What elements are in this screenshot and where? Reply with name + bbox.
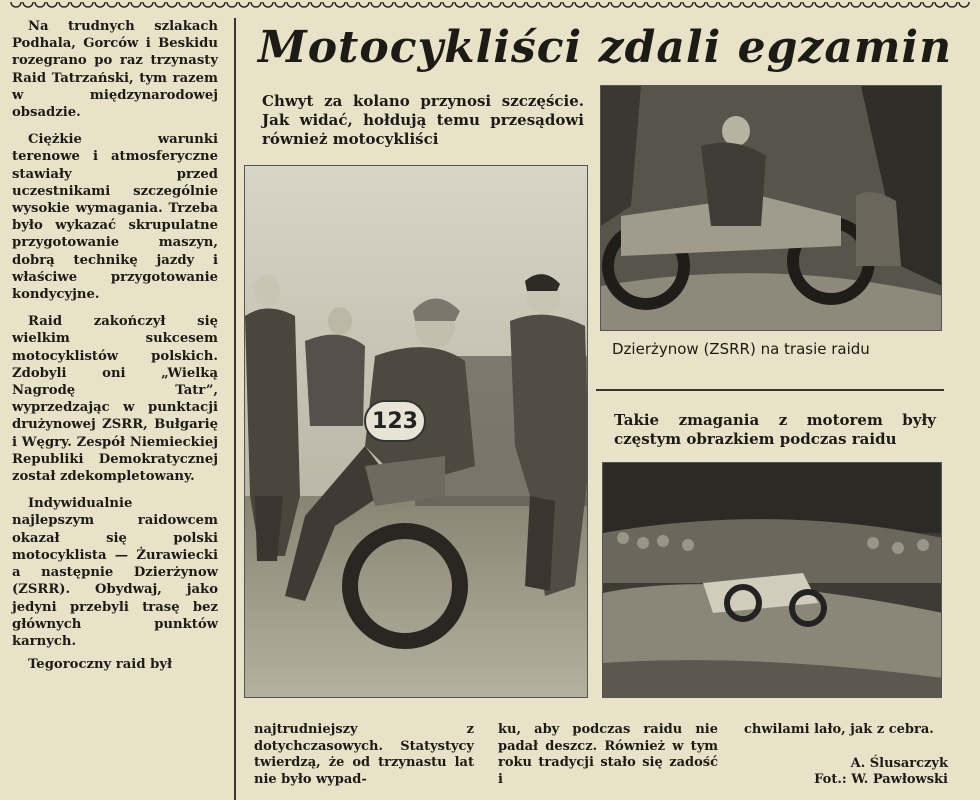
- photographer-credit: Fot.: W. Pawłowski: [814, 772, 948, 787]
- top-right-photo-image: [601, 86, 942, 331]
- author-credit: A. Ślusarczyk: [850, 756, 948, 771]
- column-divider: [234, 18, 236, 800]
- main-photo-image: [245, 166, 588, 698]
- bottom-right-photo-image: [603, 463, 942, 698]
- article-paragraph: Na trudnych szlakach Podhala, Gorców i Beskidu rozegrano po raz trzynasty Raid Tatrzański, tym razem w międzynarodowej obsadzie.: [12, 19, 218, 121]
- credits: [744, 756, 948, 788]
- article-paragraph: Indywidualnie najlepszym raidowcem okazał się polski motocyklista — Żurawiecki a następnie Dzierżynow (ZSRR). Obydwaj, jako jedyni przebyli trasę bez głównych punktów karnych.: [12, 496, 218, 649]
- top-right-photo-caption: Dzierżynow (ZSRR) na trasie raidu: [612, 340, 870, 358]
- article-left-column: [12, 18, 218, 683]
- bottom-column-1: najtrudniejszy z dotychczasowych. Statystycy twierdzą, że od trzynastu lat nie było wypad-: [254, 722, 474, 787]
- section-divider: [596, 389, 944, 391]
- decorative-wave-border: [10, 2, 970, 12]
- article-paragraph: Raid zakończył się wielkim sukcesem motocyklistów polskich. Zdobyli oni „Wielką Nagrodę Tatr”, wyprzedzając w punktacji drużynowej ZSRR, Bułgarię i Węgry. Zespół Niemieckiej Republiki Demokratycznej został zdekompletowany.: [12, 314, 218, 485]
- top-right-photo: [600, 85, 942, 331]
- bottom-column-2: ku, aby podczas raidu nie padał deszcz. Również w tym roku tradycji stało się zadość i: [498, 722, 718, 787]
- bottom-right-photo-caption: Takie zmagania z motorem były częstym obrazkiem podczas raidu: [614, 411, 936, 448]
- bottom-right-photo: [602, 462, 942, 698]
- main-photo-caption: Chwyt za kolano przynosi szczęście. Jak widać, hołdują temu przesądowi również motocykliści: [262, 92, 584, 148]
- bottom-column-3: chwilami lało, jak z cebra.: [744, 722, 934, 737]
- article-headline: Motocykliści zdali egzamin: [258, 22, 953, 73]
- article-paragraph: Tegoroczny raid był: [28, 657, 173, 673]
- bib-number: 123: [372, 409, 418, 434]
- main-photo: [244, 165, 588, 698]
- article-paragraph: Ciężkie warunki terenowe i atmosferyczne stawiały przed uczestnikami szczególnie wysokie wymagania. Trzeba było wykazać skrupulatne przygotowanie maszyn, dobrą technikę jazdy i właściwe przygotowanie kondycyjne.: [12, 132, 218, 303]
